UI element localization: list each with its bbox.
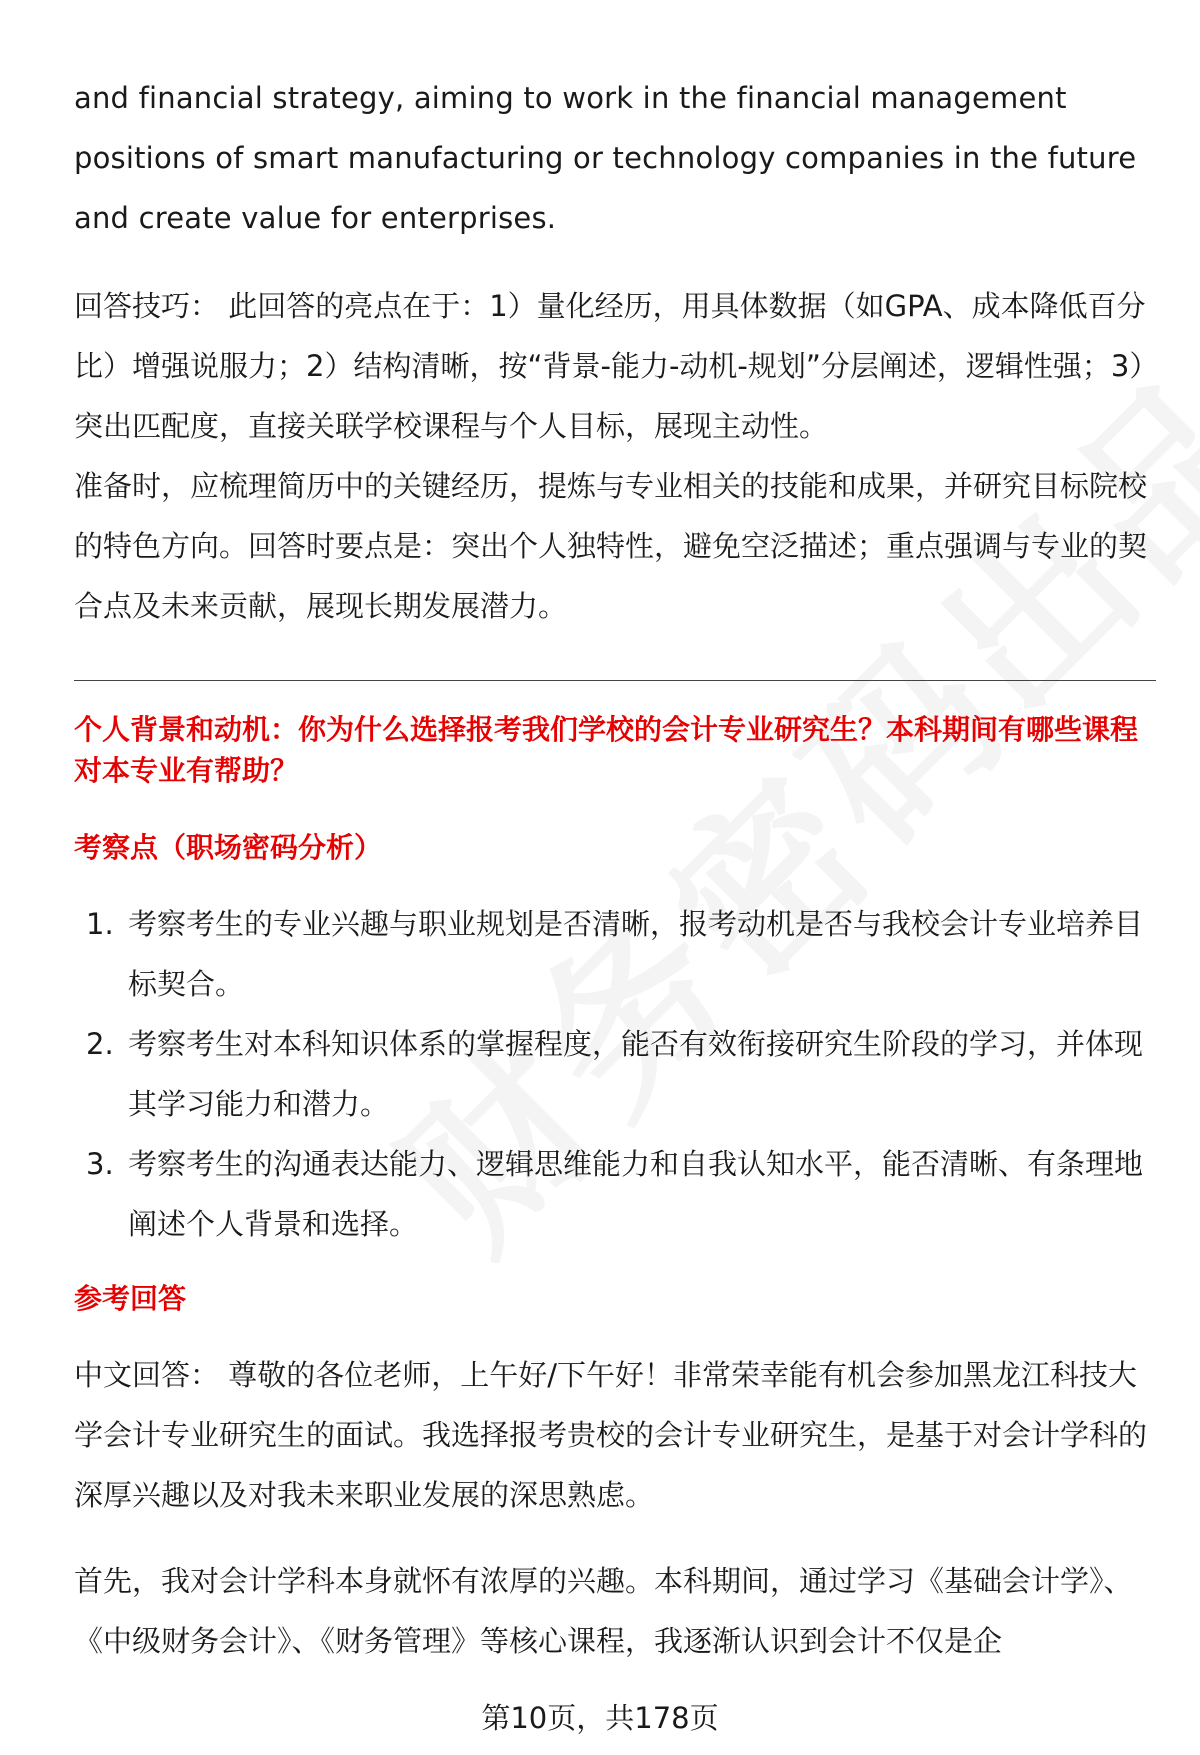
list-item-text: 考察考生的沟通表达能力、逻辑思维能力和自我认知水平，能否清晰、有条理地阐述个人背景和选择。 [128,1147,1144,1241]
question-heading: 个人背景和动机：你为什么选择报考我们学校的会计专业研究生？本科期间有哪些课程对本专业有帮助？ [74,713,1139,787]
reference-answer-heading: 参考回答 [74,1282,187,1315]
preparation-paragraph: 准备时，应梳理简历中的关键经历，提炼与专业相关的技能和成果，并研究目标院校的特色方向。回答时要点是：突出个人独特性，避免空泛描述；重点强调与专业的契合点及未来贡献，展现长期发展潜力。 [74,469,1148,623]
list-item-number: 2. [86,1027,114,1061]
list-item-text: 考察考生的专业兴趣与职业规划是否清晰，报考动机是否与我校会计专业培养目标契合。 [128,907,1144,1001]
list-item [74,894,1156,1014]
list-item-number: 1. [86,907,114,941]
answer-continuation-paragraph: 首先，我对会计学科本身就怀有浓厚的兴趣。本科期间，通过学习《基础会计学》、《中级财务会计》、《财务管理》等核心课程，我逐渐认识到会计不仅是企 [74,1564,1133,1658]
list-item [74,1014,1156,1134]
list-item-number: 3. [86,1147,114,1181]
answer-tips-paragraph: 回答技巧： 此回答的亮点在于：1）量化经历，用具体数据（如GPA、成本降低百分比）增强说服力；2）结构清晰，按“背景-能力-动机-规划”分层阐述，逻辑性强；3）突出匹配度，直接关联学校课程与个人目标，展现主动性。 [74,289,1146,443]
exam-points-list [74,894,1156,1254]
exam-points-heading: 考察点（职场密码分析） [74,831,383,864]
intro-english-paragraph: and financial strategy, aiming to work in the financial management positions of smart manufacturing or technology companies in the future and create value for enterprises. [74,81,1137,235]
page-number-footer: 第10页，共178页 [481,1701,719,1735]
list-item [74,1134,1156,1254]
chinese-answer-paragraph: 中文回答： 尊敬的各位老师，上午好/下午好！非常荣幸能有机会参加黑龙江科技大学会计专业研究生的面试。我选择报考贵校的会计专业研究生，是基于对会计学科的深厚兴趣以及对我未来职业发展的深思熟虑。 [74,1358,1148,1512]
list-item-text: 考察考生对本科知识体系的掌握程度，能否有效衔接研究生阶段的学习，并体现其学习能力和潜力。 [128,1027,1144,1121]
page-content [74,68,1156,1671]
